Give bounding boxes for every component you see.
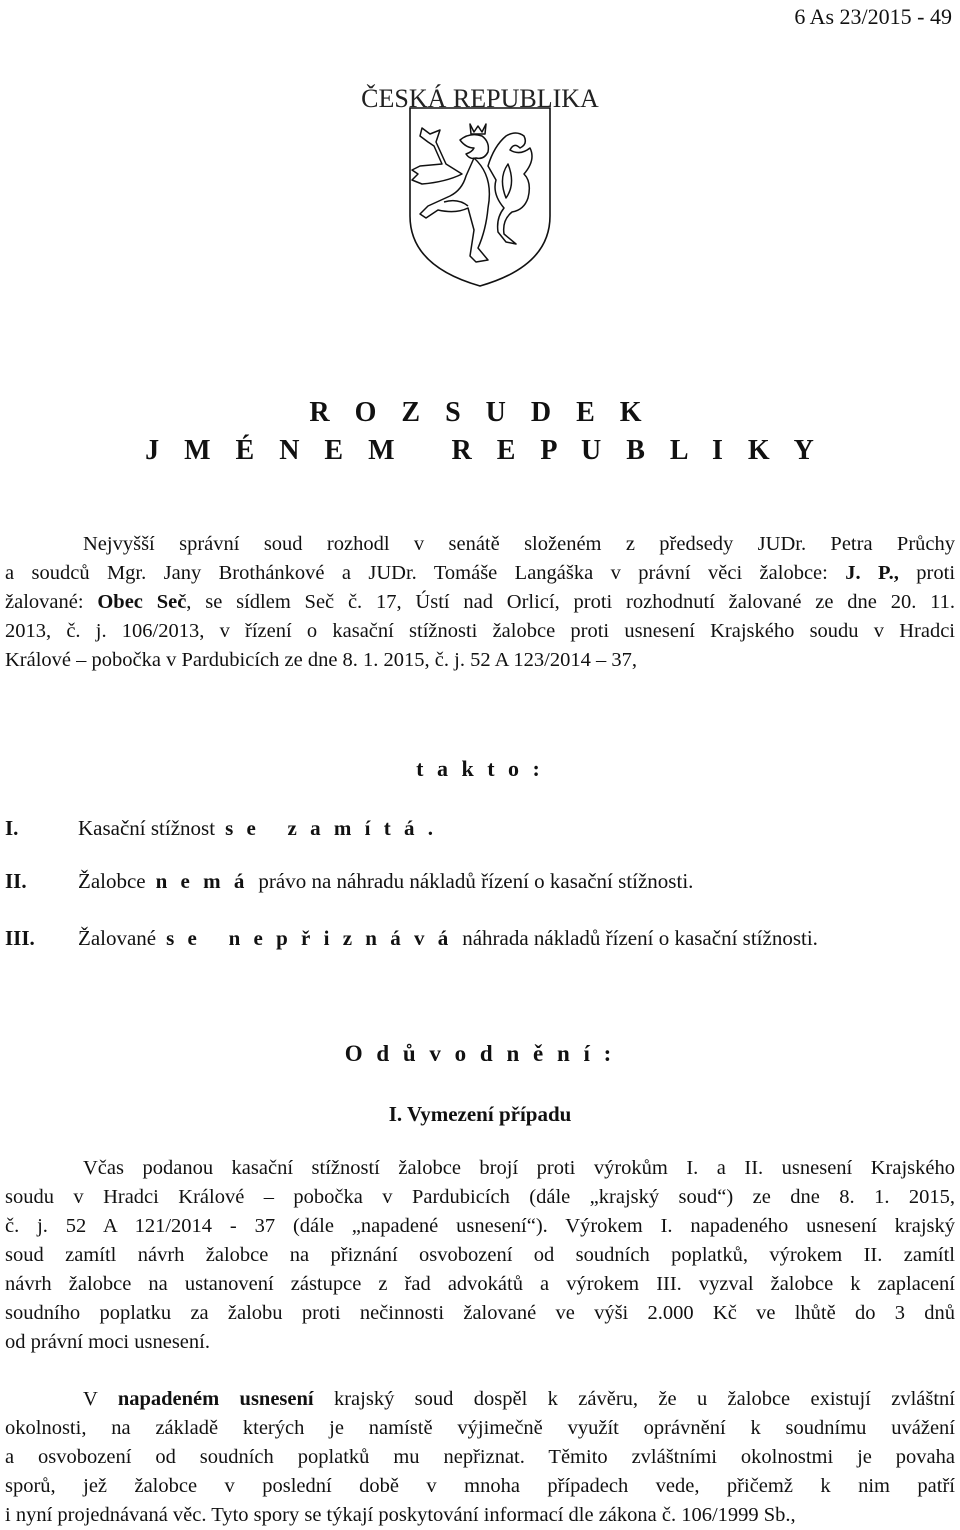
text-line [5,1299,955,1328]
text-segment: soudu v Hradci Králové – pobočka v Pardubicích (dále „krajský soud“) ze dne 8. 1. 2015, [5,1186,955,1208]
text-segment: okolnosti, na základě kterých je namístě výjimečně využít oprávnění k soudnímu uvážení [5,1417,955,1439]
text-line [5,1414,955,1443]
intro-paragraph [5,530,955,675]
verdict-text: Kasační stížnost [78,816,216,840]
text-line [5,1270,955,1299]
text-line [5,1154,955,1183]
bold-text: J. P., [845,562,899,584]
text-line [5,588,955,617]
text-line [5,1501,955,1530]
text-line [5,559,955,588]
text-line [5,530,955,559]
paragraph-contested-resolution [5,1385,955,1530]
verdict-text: Žalované [78,926,157,950]
verdict-item [5,923,818,953]
verdict-number: III. [5,926,35,950]
reasoning-heading: O d ů v o d n ě n í : [344,1041,616,1066]
document-title: R O Z S U D E K [309,397,651,428]
text-line [5,1212,955,1241]
text-segment: návrh žalobce na ustanovení zástupce z řad advokátů a výrokem III. vyzval žalobce k zaplacení [5,1273,955,1295]
text-segment: a osvobození od soudních poplatků mu nepřiznat. Těmito zvláštními okolnostmi je povaha [5,1446,955,1468]
verdict-item [5,813,447,843]
text-segment: 2013, č. j. 106/2013, v řízení o kasační stížnosti žalobce proti usnesení Krajského soudu v Hradci [5,620,955,642]
text-line [5,1328,955,1357]
text-line [5,1443,955,1472]
text-segment: žalované: [5,591,98,613]
text-line [5,1472,955,1501]
verdict-number: II. [5,869,27,893]
text-line [5,1183,955,1212]
text-segment: a soudců Mgr. Jany Brothánkové a JUDr. Tomáše Langáška v právní věci žalobce: [5,562,846,584]
bold-text: Obec Seč [97,591,187,613]
verdict-keyword: s e n e p ř i z n á v á [166,926,453,950]
verdict-keyword: s e z a m í t á . [225,816,437,840]
text-segment: , se sídlem Seč č. 17, Ústí nad Orlicí, proti rozhodnutí žalované ze dne 20. 11. [186,591,955,613]
verdict-keyword: n e m á [155,869,249,893]
coat-of-arms-icon [408,106,552,288]
case-number: 6 As 23/2015 - 49 [794,4,952,29]
text-segment: sporů, jež žalobce v poslední době v mnoha případech vede, přičemž k nim patří [5,1475,955,1497]
text-line [5,617,955,646]
country-name: ČESKÁ REPUBLIKA [361,84,599,113]
verdict-number: I. [5,816,19,840]
text-segment: soudního poplatku za žalobu proti nečinnosti žalované ve výši 2.000 Kč ve lhůtě do 3 dnů [5,1302,955,1324]
takto-heading: t a k t o : [416,756,544,781]
text-segment: krajský soud dospěl k závěru, že u žalobce existují zvláštní [313,1388,955,1410]
document-subtitle: J M É N E M R E P U B L I K Y [145,435,823,466]
text-segment: V [83,1388,118,1410]
text-segment: č. j. 52 A 121/2014 - 37 (dále „napadené usnesení“). Výrokem I. napadeného usnesení krajský [5,1215,955,1237]
verdict-item [5,866,693,896]
text-line [5,1385,955,1414]
verdict-text: Žalobce [78,869,146,893]
section-heading: I. Vymezení případu [388,1102,572,1126]
text-segment: soud zamítl návrh žalobce na přiznání osvobození od soudních poplatků, výrokem II. zamítl [5,1244,955,1266]
text-segment: Včas podanou kasační stížností žalobce brojí proti výrokům I. a II. usnesení Krajského [83,1157,955,1179]
paragraph-case-background [5,1154,955,1357]
text-line [5,1241,955,1270]
text-segment: proti [898,562,956,584]
bold-text: napadeném usnesení [117,1388,314,1410]
text-segment: i nyní projednávaná věc. Tyto spory se týkají poskytování informací dle zákona č. 106/1999 Sb., [5,1504,796,1526]
text-segment: Nejvyšší správní soud rozhodl v senátě složeném z předsedy JUDr. Petra Průchy [83,533,955,555]
verdict-text-after: náhrada nákladů řízení o kasační stížnosti. [462,926,818,950]
verdict-text-after: právo na náhradu nákladů řízení o kasační stížnosti. [258,869,694,893]
text-segment: od právní moci usnesení. [5,1331,210,1353]
text-segment: Králové – pobočka v Pardubicích ze dne 8. 1. 2015, č. j. 52 A 123/2014 – 37, [5,649,637,671]
text-line [5,646,955,675]
